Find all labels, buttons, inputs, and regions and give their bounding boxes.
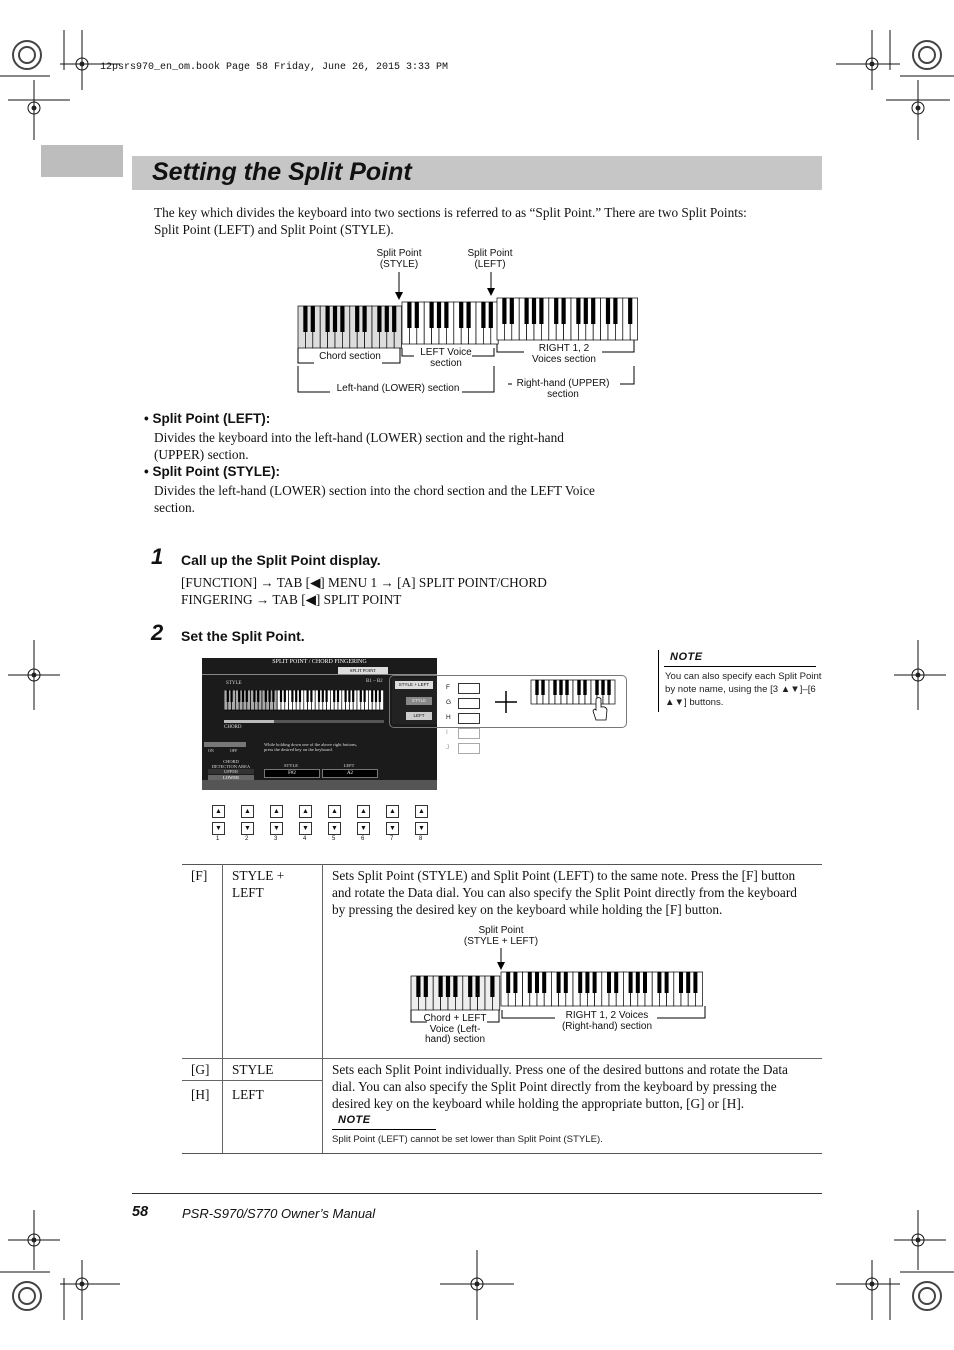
- row-g-key: [G]: [191, 1062, 210, 1077]
- button-number-5: 5: [332, 836, 336, 842]
- screen-btn-style-left[interactable]: STYLE + LEFT: [395, 681, 433, 689]
- step-1-number: 1: [151, 544, 164, 569]
- bullet-split-left-line-2: (UPPER) section.: [154, 447, 249, 462]
- table-bottom-rule: [182, 1153, 822, 1154]
- right-voices-section-label: RIGHT 1, 2 Voices section: [532, 343, 596, 365]
- screen-message: While holding down one of the above right buttons, press the desired key on the keyboard.: [264, 742, 358, 752]
- manual-title: PSR-S970/S770 Owner’s Manual: [182, 1206, 376, 1221]
- bullet-split-style-line-1: Divides the left-hand (LOWER) section into the chord section and the LEFT Voice: [154, 483, 595, 498]
- tab-split-point[interactable]: SPLIT POINT: [338, 667, 388, 674]
- button-number-3: 3: [274, 836, 278, 842]
- down-button-8[interactable]: ▼: [415, 822, 428, 835]
- button-number-2: 2: [245, 836, 249, 842]
- split-point-style-left-label: Split Point (STYLE + LEFT): [463, 925, 539, 947]
- footer-rule: [132, 1193, 822, 1194]
- col-left: LEFT: [343, 763, 355, 768]
- down-button-5[interactable]: ▼: [328, 822, 341, 835]
- chapter-tab: [41, 145, 123, 177]
- note-text: You can also specify each Split Point by note name, using the [3 ▲▼]–[6 ▲▼] buttons.: [665, 671, 822, 708]
- button-number-1: 1: [216, 836, 220, 842]
- table-top-rule: [182, 864, 822, 865]
- table-row-rule: [182, 1058, 822, 1059]
- letter-h: H: [446, 714, 451, 721]
- letter-j: J: [446, 744, 450, 751]
- step-2-title: Set the Split Point.: [181, 628, 305, 644]
- chord-onoff-toggle[interactable]: [204, 742, 246, 747]
- button-number-6: 6: [361, 836, 365, 842]
- row-f-key: [F]: [191, 868, 208, 883]
- i-button[interactable]: [458, 728, 480, 739]
- split-point-left-label: Split Point (LEFT): [467, 248, 513, 270]
- g-button[interactable]: [458, 698, 480, 709]
- f-button[interactable]: [458, 683, 480, 694]
- down-button-1[interactable]: ▼: [212, 822, 225, 835]
- screen-keyboard[interactable]: [224, 690, 386, 712]
- down-button-6[interactable]: ▼: [357, 822, 370, 835]
- chord-label: CHORD: [224, 725, 242, 730]
- page-number: 58: [132, 1204, 149, 1220]
- on-label: ON: [208, 748, 214, 753]
- button-number-8: 8: [419, 836, 423, 842]
- note-heading: NOTE: [670, 651, 703, 663]
- up-button-1[interactable]: ▲: [212, 805, 225, 818]
- down-button-2[interactable]: ▼: [241, 822, 254, 835]
- print-header: 12psrs970_en_om.book Page 58 Friday, June 26, 2015 3:33 PM: [100, 62, 449, 73]
- upper-section-label: Right-hand (UPPER) section: [516, 378, 610, 400]
- row-h-key: [H]: [191, 1087, 210, 1102]
- up-button-5[interactable]: ▲: [328, 805, 341, 818]
- split-point-style-label: Split Point (STYLE): [376, 248, 422, 270]
- chord-left-voice-label: Chord + LEFT Voice (Left- hand) section: [423, 1013, 487, 1045]
- small-keyboard-with-hand: [530, 679, 616, 723]
- off-label: OFF: [230, 748, 238, 753]
- down-button-7[interactable]: ▼: [386, 822, 399, 835]
- row-f-name: STYLE + LEFT: [232, 868, 285, 900]
- table-note-heading: NOTE: [338, 1114, 371, 1126]
- page-title: Setting the Split Point: [152, 158, 412, 186]
- letter-f: F: [446, 684, 450, 691]
- col-style: STYLE: [284, 763, 298, 768]
- detection-lower[interactable]: LOWER: [208, 775, 254, 780]
- step-1-title: Call up the Split Point display.: [181, 552, 381, 568]
- left-voice-section-label: LEFT Voice section: [420, 347, 472, 369]
- screen-btn-left[interactable]: LEFT: [406, 712, 432, 720]
- plus-icon: [494, 690, 518, 714]
- row-h-name: LEFT: [232, 1087, 264, 1102]
- h-button[interactable]: [458, 713, 480, 724]
- letter-i: I: [446, 729, 448, 736]
- step-1-path-line-1: [FUNCTION] → TAB [◀] MENU 1 → [A] SPLIT POINT/CHORD: [181, 575, 547, 590]
- up-button-7[interactable]: ▲: [386, 805, 399, 818]
- up-button-3[interactable]: ▲: [270, 805, 283, 818]
- j-button[interactable]: [458, 743, 480, 754]
- step-2-number: 2: [151, 620, 164, 645]
- row-g-name: STYLE: [232, 1062, 274, 1077]
- bullet-split-left-line-1: Divides the keyboard into the left-hand (LOWER) section and the right-hand: [154, 430, 564, 445]
- row-g-h-rule: [182, 1080, 322, 1081]
- intro-line-1: The key which divides the keyboard into two sections is referred to as “Split Point.” There are two Split Points:: [154, 205, 747, 220]
- button-number-4: 4: [303, 836, 307, 842]
- up-button-8[interactable]: ▲: [415, 805, 428, 818]
- bullet-split-style-title: • Split Point (STYLE):: [144, 464, 280, 479]
- up-button-6[interactable]: ▲: [357, 805, 370, 818]
- button-number-7: 7: [390, 836, 394, 842]
- style-label: STYLE: [226, 681, 242, 686]
- screen-side-panel: [392, 678, 437, 724]
- left-split-value[interactable]: A2: [322, 769, 378, 778]
- screen-title: SPLIT POINT / CHORD FINGERING: [272, 659, 367, 665]
- intro-line-2: Split Point (LEFT) and Split Point (STYLE).: [154, 222, 394, 237]
- step-1-path-line-2: FINGERING → TAB [◀] SPLIT POINT: [181, 592, 402, 607]
- right-hand-section-label: RIGHT 1, 2 Voices (Right-hand) section: [561, 1010, 653, 1032]
- down-button-3[interactable]: ▼: [270, 822, 283, 835]
- up-button-2[interactable]: ▲: [241, 805, 254, 818]
- bullet-split-left-title: • Split Point (LEFT):: [144, 411, 271, 426]
- row-f-description: Sets Split Point (STYLE) and Split Point (LEFT) to the same note. Press the [F] button and rotate the Data dial. You can also specify the Split Point directly from the keyboard by pressing the desired key on the keyboard while holding the [F] button.: [332, 868, 797, 917]
- note-bar: [658, 650, 659, 712]
- col-chord-detection-area: CHORD DETECTION AREA: [211, 759, 251, 769]
- row-gh-description: Sets each Split Point individually. Press one of the desired buttons and rotate the Data dial. You can also specify the Split Point directly from the keyboard by pressing the desired key on the keyboard while holding the appropriate button, [G] or [H].: [332, 1062, 788, 1111]
- bullet-split-style-line-2: section.: [154, 500, 195, 515]
- style-split-value[interactable]: F#2: [264, 769, 320, 778]
- range-readout: B1 – B2: [366, 679, 383, 684]
- down-button-4[interactable]: ▼: [299, 822, 312, 835]
- detection-upper[interactable]: UPPER: [208, 769, 254, 774]
- letter-g: G: [446, 699, 452, 706]
- chord-section-label: Chord section: [319, 351, 381, 362]
- up-button-4[interactable]: ▲: [299, 805, 312, 818]
- table-note-text: Split Point (LEFT) cannot be set lower than Split Point (STYLE).: [332, 1134, 603, 1145]
- lower-section-label: Left-hand (LOWER) section: [336, 383, 460, 394]
- screen-btn-style[interactable]: STYLE: [406, 697, 432, 705]
